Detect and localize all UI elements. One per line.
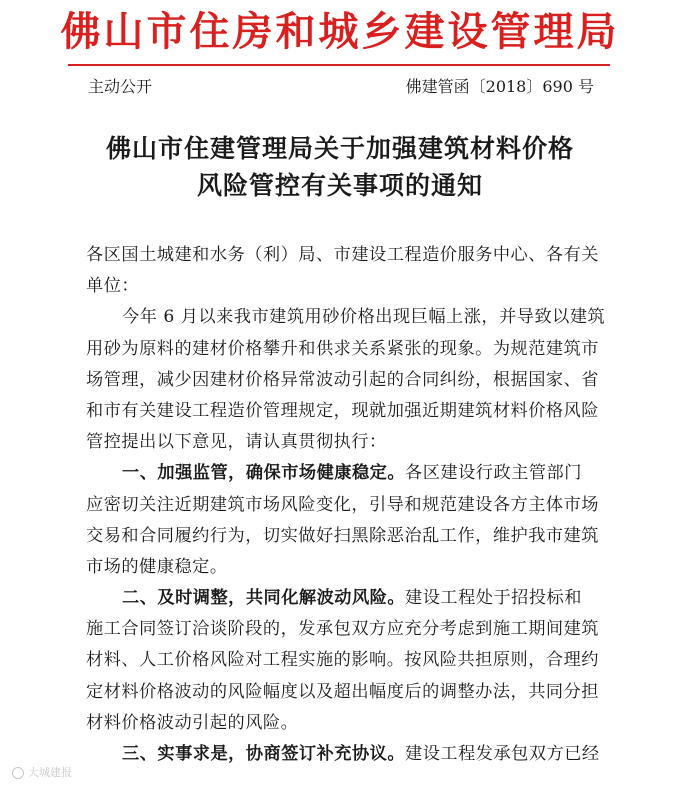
red-header-rule [68, 64, 610, 66]
logo-circle-icon [12, 767, 24, 779]
item-1-line: 应密切关注近期建筑市场风险变化，引导和规范建设各方主体市场 [86, 494, 599, 515]
item-1-text: 各区建设行政主管部门 [405, 463, 582, 484]
issuing-authority-heading: 佛山市住房和城乡建设管理局 [60, 8, 620, 55]
item-2-line: 材料、人工价格风险对工程实施的影响。按风险共担原则，合理约 [86, 650, 599, 671]
item-2-line: 材料价格波动引起的风险。 [86, 712, 299, 733]
item-2-first-line [86, 583, 608, 614]
item-1-line: 市场的健康稳定。 [86, 556, 228, 577]
intro-line: 和市有关建设工程造价管理规定，现就加强近期建筑材料价格风险 [86, 400, 599, 421]
intro-line: 用砂为原料的建材价格攀升和供求关系紧张的现象。为规范建筑市 [86, 338, 599, 359]
item-2-text: 建设工程处于招投标和 [405, 588, 582, 609]
item-3-text: 建设工程发承包双方已经 [405, 744, 600, 764]
document-number: 佛建管函〔2018〕690 号 [405, 77, 594, 96]
item-1-first-line [86, 458, 608, 489]
item-1-heading: 一、加强监管，确保市场健康稳定。 [122, 463, 406, 484]
item-3-heading: 三、实事求是，协商签订补充协议。 [122, 744, 406, 764]
notice-title-line-1: 佛山市住建管理局关于加强建筑材料价格 [105, 134, 574, 163]
notice-body [86, 240, 608, 770]
salutation-line: 各区国土城建和水务（利）局、市建设工程造价服务中心、各有关 [86, 245, 599, 265]
source-watermark [12, 766, 72, 780]
item-2-line: 定材料价格波动的风险幅度以及超出幅度后的调整办法，共同分担 [86, 681, 599, 702]
intro-line: 今年 6 月以来我市建筑用砂价格出现巨幅上涨，并导致以建筑 [122, 307, 606, 328]
item-2-line: 施工合同签订洽谈阶段的，发承包双方应充分考虑到施工期间建筑 [86, 619, 599, 640]
document-meta-row [0, 74, 680, 100]
intro-line: 管控提出以下意见，请认真贯彻执行： [86, 432, 387, 453]
item-1-line: 交易和合同履约行为，切实做好扫黑除恶治乱工作，维护我市建筑 [86, 525, 599, 546]
salutation-line: 单位： [86, 276, 140, 297]
intro-line: 场管理，减少因建材价格异常波动引起的合同纠纷，根据国家、省 [86, 369, 599, 390]
disclosure-label: 主动公开 [88, 77, 153, 96]
item-2-heading: 二、及时调整，共同化解波动风险。 [122, 588, 406, 609]
notice-title-line-2: 风险管控有关事项的通知 [196, 171, 483, 200]
watermark-text: 大城建报 [28, 766, 72, 779]
item-3-first-line [86, 739, 608, 770]
notice-title [0, 130, 680, 204]
